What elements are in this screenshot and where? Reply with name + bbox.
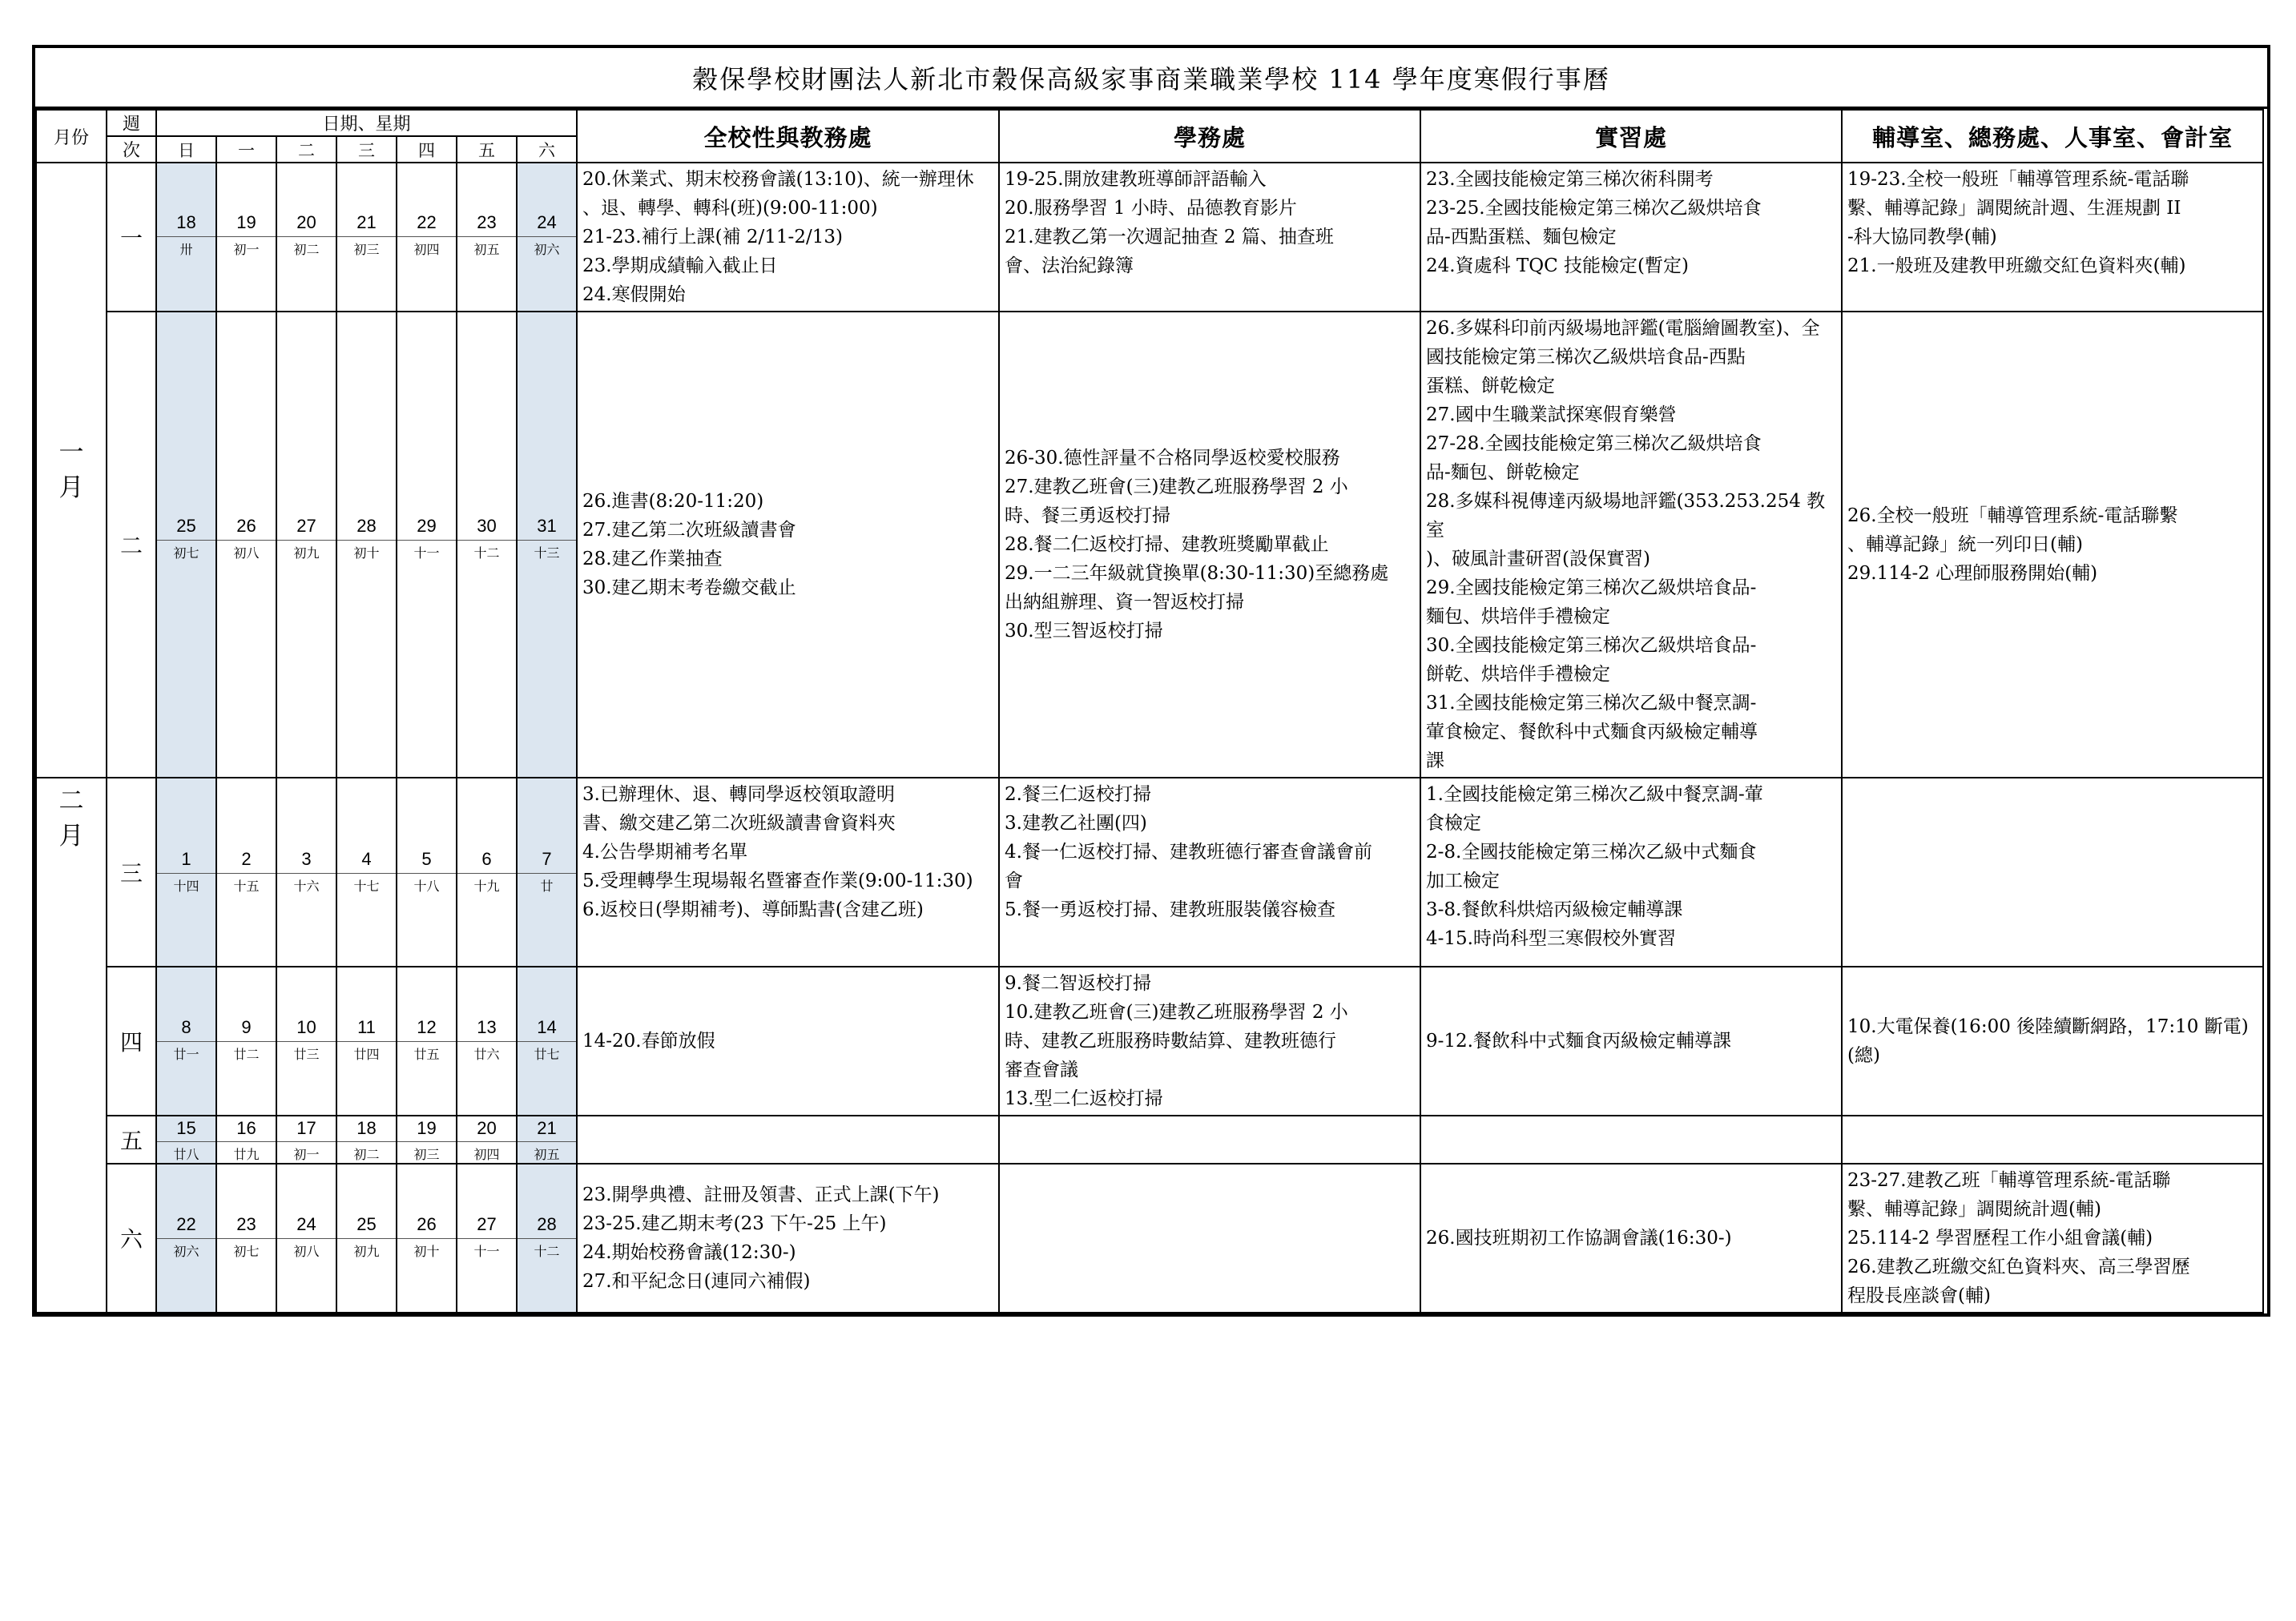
event-line: 10.建教乙班會(三)建教乙班服務學習 2 小	[1005, 1002, 1348, 1023]
day-number: 31	[537, 516, 557, 536]
calendar-day	[397, 967, 457, 1116]
calendar-day	[457, 1164, 517, 1313]
col-header-academic: 全校性與教務處	[577, 110, 999, 163]
day-number: 9	[241, 1017, 252, 1037]
event-line: 21-23.補行上課(補 2/11-2/13)	[582, 227, 843, 247]
event-line: 程股長座談會(輔)	[1847, 1285, 1991, 1306]
events-col2	[999, 1164, 1420, 1313]
event-line: 29.114-2 心理師服務開始(輔)	[1847, 563, 2098, 584]
calendar-day	[156, 1164, 216, 1313]
day-number: 22	[417, 212, 437, 232]
day-number: 16	[236, 1118, 256, 1138]
calendar-day	[336, 163, 397, 312]
calendar-sheet	[32, 45, 2270, 1317]
event-line: 20.服務學習 1 小時、品德教育影片	[1005, 198, 1297, 219]
day-number: 23	[477, 212, 497, 232]
lunar-date: 初五	[518, 1141, 576, 1163]
lunar-date: 廿九	[217, 1141, 276, 1163]
week-row	[36, 778, 2263, 967]
event-line: 26.國技班期初工作協調會議(16:30-)	[1426, 1228, 1732, 1249]
lunar-date: 初一	[277, 1141, 336, 1163]
event-line: 27-28.全國技能檢定第三梯次乙級烘培食	[1426, 433, 1762, 454]
event-line: 21.一般班及建教甲班繳交紅色資料夾(輔)	[1847, 255, 2186, 276]
day-number: 28	[537, 1214, 557, 1234]
event-line: 23.全國技能檢定第三梯次術科開考	[1426, 169, 1714, 190]
day-number: 5	[421, 849, 432, 869]
month-label: 一 月	[36, 163, 107, 778]
lunar-date: 初七	[217, 1238, 276, 1260]
lunar-date: 初二	[337, 1141, 396, 1163]
lunar-date: 廿七	[518, 1041, 576, 1063]
day-number: 25	[356, 1214, 377, 1234]
weekday-label: 日	[156, 136, 216, 163]
day-number: 19	[417, 1118, 437, 1138]
day-number: 13	[477, 1017, 497, 1037]
lunar-date: 十六	[277, 873, 336, 895]
event-line: 26.建教乙班繳交紅色資料夾、高三學習歷	[1847, 1257, 2190, 1277]
lunar-date: 初一	[217, 236, 276, 258]
events-col4	[1842, 778, 2263, 967]
day-number: 1	[181, 849, 191, 869]
week-number: 二	[107, 312, 156, 778]
events-col1	[577, 967, 999, 1116]
calendar-day	[216, 1116, 276, 1164]
event-line: 3-8.餐飲科烘焙丙級檢定輔導課	[1426, 899, 1683, 920]
events-col1	[577, 312, 999, 778]
lunar-date: 初九	[277, 540, 336, 561]
events-col3	[1420, 312, 1842, 778]
event-line: 課	[1426, 750, 1444, 771]
event-line: 、輔導記錄」統一列印日(輔)	[1847, 534, 2083, 555]
lunar-date: 初四	[457, 1141, 516, 1163]
day-number: 4	[361, 849, 372, 869]
event-line: 29.全國技能檢定第三梯次乙級烘培食品-	[1426, 577, 1757, 598]
event-line: 審查會議	[1005, 1060, 1078, 1080]
lunar-date: 初六	[157, 1238, 216, 1260]
calendar-day	[336, 1116, 397, 1164]
event-line: 23-27.建教乙班「輔導管理系統-電話聯	[1847, 1170, 2171, 1191]
day-number: 3	[301, 849, 312, 869]
lunar-date: 廿八	[157, 1141, 216, 1163]
calendar-day	[216, 967, 276, 1116]
calendar-day	[457, 312, 517, 778]
event-line: 23.學期成績輸入截止日	[582, 255, 778, 276]
event-line: 24.期始校務會議(12:30-)	[582, 1242, 796, 1263]
event-line: 26.進書(8:20-11:20)	[582, 491, 764, 512]
events-col4	[1842, 1116, 2263, 1164]
week-row	[36, 967, 2263, 1116]
events-col1	[577, 778, 999, 967]
day-number: 10	[296, 1017, 316, 1037]
week-row	[36, 163, 2263, 312]
event-line: 1.全國技能檢定第三梯次乙級中餐烹調-葷	[1426, 784, 1763, 805]
calendar-day	[336, 778, 397, 967]
calendar-table	[35, 109, 2264, 1313]
calendar-day	[457, 1116, 517, 1164]
event-line: 14-20.春節放假	[582, 1031, 715, 1052]
event-line: 21.建教乙第一次週記抽查 2 篇、抽查班	[1005, 227, 1334, 247]
event-line: 4-15.時尚科型三寒假校外實習	[1426, 928, 1676, 949]
event-line: 繫、輔導記錄」調閱統計週(輔)	[1847, 1199, 2101, 1220]
event-line: 品-西點蛋糕、麵包檢定	[1426, 227, 1617, 247]
day-number: 15	[176, 1118, 196, 1138]
week-number: 五	[107, 1116, 156, 1164]
calendar-day	[457, 163, 517, 312]
calendar-day	[397, 312, 457, 778]
events-col1	[577, 1164, 999, 1313]
event-line: 29.一二三年級就貸換單(8:30-11:30)至總務處	[1005, 563, 1389, 584]
calendar-day	[156, 778, 216, 967]
calendar-day	[517, 778, 577, 967]
calendar-day	[457, 967, 517, 1116]
day-number: 11	[357, 1017, 376, 1037]
event-line: 葷食檢定、餐飲科中式麵食丙級檢定輔導	[1426, 722, 1758, 742]
events-col4	[1842, 1164, 2263, 1313]
lunar-date: 初十	[397, 1238, 456, 1260]
lunar-date: 廿四	[337, 1041, 396, 1063]
event-line: 4.餐一仁返校打掃、建教班德行審查會議會前	[1005, 842, 1372, 863]
event-line: 20.休業式、期末校務會議(13:10)、統一辦理休	[582, 169, 974, 190]
calendar-day	[276, 163, 336, 312]
calendar-day	[517, 163, 577, 312]
day-number: 29	[417, 516, 437, 536]
event-line: 國技能檢定第三梯次乙級烘培食品-西點	[1426, 347, 1746, 368]
day-number: 18	[356, 1118, 377, 1138]
page-title: 穀保學校財團法人新北市穀保高級家事商業職業學校 114 學年度寒假行事曆	[35, 48, 2267, 109]
events-col3	[1420, 163, 1842, 312]
event-line: 10.大電保養(16:00 後陸續斷網路，17:10 斷電)(總)	[1847, 1016, 2249, 1066]
lunar-date: 廿五	[397, 1041, 456, 1063]
lunar-date: 十二	[518, 1238, 576, 1260]
event-line: 19-23.全校一般班「輔導管理系統-電話聯	[1847, 169, 2189, 190]
event-line: 3.已辦理休、退、轉同學返校領取證明	[582, 784, 895, 805]
weekday-label: 五	[457, 136, 517, 163]
day-number: 24	[296, 1214, 316, 1234]
calendar-day	[397, 163, 457, 312]
calendar-day	[517, 1116, 577, 1164]
calendar-day	[397, 1164, 457, 1313]
calendar-day	[336, 967, 397, 1116]
lunar-date: 初三	[337, 236, 396, 258]
week-number: 三	[107, 778, 156, 967]
day-number: 19	[236, 212, 256, 232]
lunar-date: 十五	[217, 873, 276, 895]
events-col2	[999, 1116, 1420, 1164]
weekday-label: 四	[397, 136, 457, 163]
event-line: 5.受理轉學生現場報名暨審查作業(9:00-11:30)	[582, 871, 973, 891]
calendar-day	[397, 778, 457, 967]
event-line: 餅乾、烘培伴手禮檢定	[1426, 664, 1610, 685]
weekday-label: 一	[216, 136, 276, 163]
week-number: 四	[107, 967, 156, 1116]
calendar-day	[517, 967, 577, 1116]
weekday-label: 二	[276, 136, 336, 163]
event-line: 蛋糕、餅乾檢定	[1426, 376, 1555, 396]
calendar-day	[156, 163, 216, 312]
lunar-date: 初十	[337, 540, 396, 561]
lunar-date: 初九	[337, 1238, 396, 1260]
event-line: 27.建教乙班會(三)建教乙班服務學習 2 小	[1005, 477, 1348, 497]
lunar-date: 初二	[277, 236, 336, 258]
events-col3	[1420, 1164, 1842, 1313]
event-line: 28.建乙作業抽查	[582, 549, 723, 569]
event-line: 食檢定	[1426, 813, 1481, 834]
calendar-day	[276, 312, 336, 778]
day-number: 30	[477, 516, 497, 536]
day-number: 28	[356, 516, 377, 536]
event-line: 2.餐三仁返校打掃	[1005, 784, 1151, 805]
events-col3	[1420, 1116, 1842, 1164]
events-col2	[999, 163, 1420, 312]
day-number: 26	[417, 1214, 437, 1234]
event-line: 書、繳交建乙第二次班級讀書會資料夾	[582, 813, 896, 834]
events-col1	[577, 1116, 999, 1164]
event-line: 3.建教乙社團(四)	[1005, 813, 1147, 834]
day-number: 14	[537, 1017, 557, 1037]
lunar-date: 廿三	[277, 1041, 336, 1063]
week-header-bottom: 次	[107, 136, 156, 163]
week-row	[36, 1164, 2263, 1313]
week-row	[36, 312, 2263, 778]
lunar-date: 十三	[518, 540, 576, 561]
events-col1	[577, 163, 999, 312]
calendar-day	[336, 312, 397, 778]
lunar-date: 初八	[277, 1238, 336, 1260]
month-header: 月份	[36, 110, 107, 163]
day-number: 20	[477, 1118, 497, 1138]
day-number: 17	[296, 1118, 316, 1138]
lunar-date: 廿二	[217, 1041, 276, 1063]
calendar-day	[517, 312, 577, 778]
day-number: 27	[296, 516, 316, 536]
events-col3	[1420, 967, 1842, 1116]
event-line: 26.全校一般班「輔導管理系統-電話聯繫	[1847, 505, 2178, 526]
day-number: 2	[241, 849, 252, 869]
events-col4	[1842, 163, 2263, 312]
events-col4	[1842, 312, 2263, 778]
calendar-day	[216, 163, 276, 312]
event-line: 27.國中生職業試探寒假育樂營	[1426, 404, 1677, 425]
calendar-day	[276, 1164, 336, 1313]
event-line: 9-12.餐飲科中式麵食丙級檢定輔導課	[1426, 1031, 1731, 1052]
calendar-day	[336, 1164, 397, 1313]
week-number: 六	[107, 1164, 156, 1313]
lunar-date: 初六	[518, 236, 576, 258]
event-line: 27.和平紀念日(連同六補假)	[582, 1271, 811, 1292]
calendar-day	[216, 312, 276, 778]
calendar-day	[276, 967, 336, 1116]
lunar-date: 初八	[217, 540, 276, 561]
day-number: 21	[356, 212, 377, 232]
calendar-day	[216, 778, 276, 967]
event-line: 時、餐三勇返校打掃	[1005, 505, 1170, 526]
weekday-label: 六	[517, 136, 577, 163]
events-col4	[1842, 967, 2263, 1116]
calendar-day	[156, 1116, 216, 1164]
calendar-day	[517, 1164, 577, 1313]
event-line: 23-25.全國技能檢定第三梯次乙級烘培食	[1426, 198, 1762, 219]
event-line: 23-25.建乙期末考(23 下午-25 上午)	[582, 1213, 887, 1234]
lunar-date: 廿六	[457, 1041, 516, 1063]
event-line: 麵包、烘培伴手禮檢定	[1426, 606, 1610, 627]
events-col3	[1420, 778, 1842, 967]
event-line: )、破風計畫研習(設保實習)	[1426, 549, 1650, 569]
event-line: 30.型三智返校打掃	[1005, 621, 1163, 642]
events-col2	[999, 967, 1420, 1116]
calendar-day	[156, 967, 216, 1116]
event-line: 5.餐一勇返校打掃、建教班服裝儀容檢查	[1005, 899, 1335, 920]
event-line: -科大協同教學(輔)	[1847, 227, 1997, 247]
calendar-day	[276, 778, 336, 967]
day-number: 18	[176, 212, 196, 232]
event-line: 2-8.全國技能檢定第三梯次乙級中式麵食	[1426, 842, 1757, 863]
weekday-label: 三	[336, 136, 397, 163]
event-line: 品-麵包、餅乾檢定	[1426, 462, 1580, 483]
col-header-practice: 實習處	[1420, 110, 1842, 163]
event-line: 、退、轉學、轉科(班)(9:00-11:00)	[582, 198, 878, 219]
event-line: 24.資處科 TQC 技能檢定(暫定)	[1426, 255, 1689, 276]
event-line: 4.公告學期補考名單	[582, 842, 747, 863]
lunar-date: 十七	[337, 873, 396, 895]
week-header-top: 週	[107, 110, 156, 136]
event-line: 會、法治紀錄簿	[1005, 255, 1134, 276]
day-number: 8	[181, 1017, 191, 1037]
event-line: 繫、輔導記錄」調閱統計週、生涯規劃 II	[1847, 198, 2181, 219]
event-line: 23.開學典禮、註冊及領書、正式上課(下午)	[582, 1185, 940, 1205]
day-number: 27	[477, 1214, 497, 1234]
lunar-date: 十九	[457, 873, 516, 895]
lunar-date: 十四	[157, 873, 216, 895]
lunar-date: 十一	[397, 540, 456, 561]
lunar-date: 廿一	[157, 1041, 216, 1063]
event-line: 30.全國技能檢定第三梯次乙級烘培食品-	[1426, 635, 1757, 656]
lunar-date: 十二	[457, 540, 516, 561]
day-number: 7	[542, 849, 552, 869]
calendar-day	[156, 312, 216, 778]
calendar-day	[276, 1116, 336, 1164]
week-row	[36, 1116, 2263, 1164]
lunar-date: 十一	[457, 1238, 516, 1260]
calendar-day	[397, 1116, 457, 1164]
day-number: 23	[236, 1214, 256, 1234]
lunar-date: 初七	[157, 540, 216, 561]
day-number: 12	[417, 1017, 437, 1037]
day-number: 20	[296, 212, 316, 232]
calendar-day	[216, 1164, 276, 1313]
day-number: 24	[537, 212, 557, 232]
event-line: 會	[1005, 871, 1023, 891]
lunar-date: 初四	[397, 236, 456, 258]
event-line: 時、建教乙班服務時數結算、建教班德行	[1005, 1031, 1336, 1052]
day-number: 26	[236, 516, 256, 536]
event-line: 出納組辦理、資一智返校打掃	[1005, 592, 1244, 613]
event-line: 28.餐二仁返校打掃、建教班獎勵單截止	[1005, 534, 1329, 555]
events-col2	[999, 312, 1420, 778]
event-line: 19-25.開放建教班導師評語輸入	[1005, 169, 1267, 190]
day-number: 22	[176, 1214, 196, 1234]
week-number: 一	[107, 163, 156, 312]
col-header-counseling: 輔導室、總務處、人事室、會計室	[1842, 110, 2263, 163]
event-line: 27.建乙第二次班級讀書會	[582, 520, 796, 541]
event-line: 26-30.德性評量不合格同學返校愛校服務	[1005, 448, 1340, 469]
lunar-date: 初五	[457, 236, 516, 258]
day-number: 6	[481, 849, 492, 869]
lunar-date: 初三	[397, 1141, 456, 1163]
day-number: 21	[537, 1118, 557, 1138]
event-line: 6.返校日(學期補考)、導師點書(含建乙班)	[582, 899, 924, 920]
event-line: 25.114-2 學習歷程工作小組會議(輔)	[1847, 1228, 2153, 1249]
lunar-date: 卅	[157, 236, 216, 258]
event-line: 9.餐二智返校打掃	[1005, 973, 1151, 994]
date-header: 日期、星期	[156, 110, 577, 136]
event-line: 31.全國技能檢定第三梯次乙級中餐烹調-	[1426, 693, 1757, 714]
lunar-date: 廿	[518, 873, 576, 895]
calendar-day	[457, 778, 517, 967]
events-col2	[999, 778, 1420, 967]
month-label: 二 月	[36, 778, 107, 1313]
event-line: 28.多媒科視傳達丙級場地評鑑(353.253.254 教室	[1426, 491, 1826, 541]
lunar-date: 十八	[397, 873, 456, 895]
event-line: 24.寒假開始	[582, 284, 686, 305]
col-header-student-affairs: 學務處	[999, 110, 1420, 163]
event-line: 30.建乙期末考卷繳交截止	[582, 577, 796, 598]
event-line: 13.型二仁返校打掃	[1005, 1088, 1163, 1109]
day-number: 25	[176, 516, 196, 536]
event-line: 加工檢定	[1426, 871, 1500, 891]
event-line: 26.多媒科印前丙級場地評鑑(電腦繪圖教室)、全	[1426, 318, 1820, 339]
